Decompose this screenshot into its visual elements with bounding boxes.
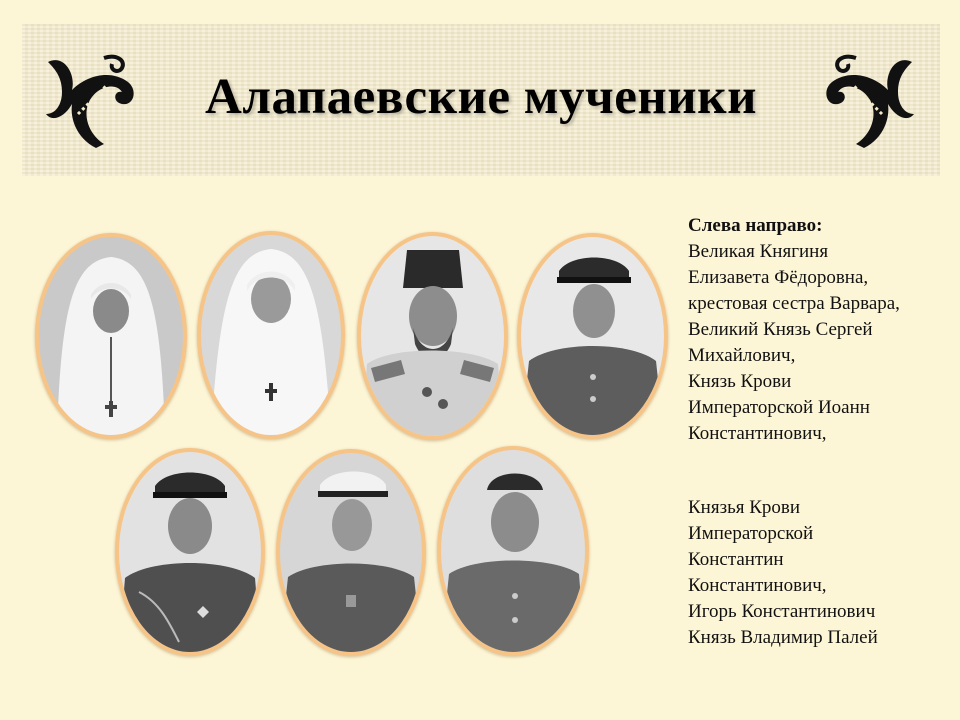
caption-line: Константинович, [688,423,827,444]
caption-line: Великий Князь Сергей [688,319,873,340]
caption-heading: Слева направо: [688,215,823,236]
caption-line: Князья Крови [688,497,801,518]
caption-line: Константинович, [688,575,827,596]
caption-line: Игорь Константинович [688,601,876,622]
portrait-sister-varvara [197,231,345,439]
officer-portrait-icon [361,236,504,436]
caption-line: Князь Крови [688,371,792,392]
officer-portrait-icon [280,453,422,652]
portrait-ioann-konstantinovich [517,233,668,439]
officer-portrait-icon [119,452,261,652]
officer-portrait-icon [441,450,585,652]
caption-line: Великая Княгиня [688,241,829,262]
caption-line: Князь Владимир Палей [688,627,878,648]
ornament-right-icon [818,52,918,152]
title-band [22,24,940,176]
portrait-vladimir-paley [437,446,589,656]
caption-line: Императорской Иоанн [688,397,870,418]
nun-portrait-icon [201,235,341,435]
nun-portrait-icon [39,237,183,435]
caption-block-1 [688,213,948,447]
caption-line: Императорской [688,523,814,544]
caption-line: Константин [688,549,784,570]
portrait-konstantin-konstantinovich [115,448,265,656]
portrait-elizaveta-fyodorovna [35,233,187,439]
officer-portrait-icon [521,237,664,435]
caption-block-2 [688,495,948,651]
slide-title: Алапаевские мученики [205,69,757,125]
portrait-igor-konstantinovich [276,449,426,656]
portrait-sergei-mikhailovich [357,232,508,440]
caption-line: крестовая сестра Варвара, [688,293,900,314]
caption-line: Михайлович, [688,345,796,366]
caption-line: Елизавета Фёдоровна, [688,267,869,288]
